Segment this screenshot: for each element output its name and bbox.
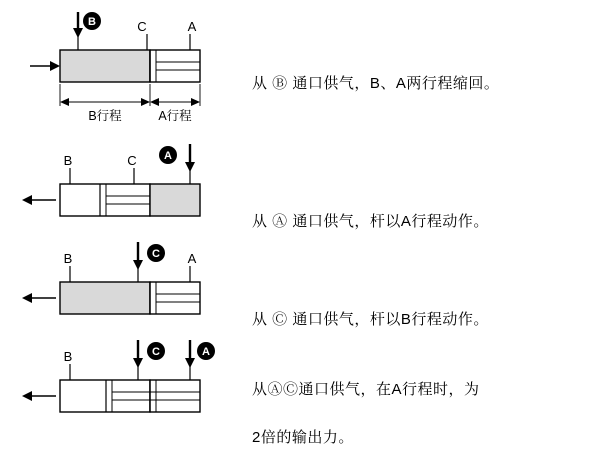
cylinder-diagram-4 [0,336,240,446]
port-label-C: C [137,19,147,34]
port-badge-label-A: A [164,150,172,162]
cylinder-body [60,50,150,82]
port-badge-label-B: B [88,16,96,28]
diagram-row-4 [0,336,600,446]
dimension-label-B: B行程 [88,109,122,123]
port-label-B: B [63,153,73,168]
cylinder-svg-4 [0,336,240,446]
caption-4-line-1: 从ⒶⒸ通口供气，在A行程时，为 [252,381,480,398]
cylinder-diagram-3 [0,238,240,328]
dimension-B-stroke [60,98,150,123]
port-badge-A [159,146,177,164]
caption-3-line-1: 从 Ⓒ 通口供气，杆以B行程动作。 [252,311,489,328]
cylinder-rod-chamber [150,282,200,314]
port-badge-C [147,342,165,360]
diagram-row-3 [0,238,600,328]
port-label-A: A [187,19,197,34]
port-badge-A [197,342,215,360]
cylinder-rod-chamber [150,184,200,216]
port-label-A: A [187,251,197,266]
diagram-row-2 [0,140,600,230]
cylinder-rod-chamber [150,50,200,82]
caption-1-line-1: 从 Ⓑ 通口供气，B、A两行程缩回。 [252,75,500,92]
motion-arrow-left [30,61,60,71]
port-label-B: B [63,251,73,266]
cylinder-svg-3 [0,238,240,328]
port-badge-C [147,244,165,262]
dimension-A-stroke [150,98,200,123]
diagram-row-1 [0,6,600,126]
supply-arrow-C [133,242,143,270]
caption-4 [252,354,480,474]
supply-arrow-B [73,12,83,38]
port-badge-label-A: A [202,346,210,358]
motion-arrow-left [22,195,56,205]
dimension-label-A: A行程 [158,109,192,123]
cylinder-body [60,380,150,412]
caption-2-line-1: 从 Ⓐ 通口供气，杆以A行程动作。 [252,213,489,230]
motion-arrow-left [22,293,56,303]
port-badge-label-C: C [152,346,160,358]
port-badge-B [83,12,101,30]
port-label-C: C [127,153,137,168]
cylinder-rod-chamber [150,380,200,412]
motion-arrow-left [22,391,56,401]
cylinder-diagram-2 [0,140,240,230]
caption-4-line-2: 2倍的输出力。 [252,429,354,446]
supply-arrow-A [185,144,195,172]
cylinder-diagram-1 [0,6,240,126]
port-badge-label-C: C [152,248,160,260]
supply-arrow-A [185,340,195,368]
cylinder-svg-2 [0,140,240,230]
cylinder-body [60,184,150,216]
cylinder-body [60,282,150,314]
supply-arrow-C [133,340,143,368]
cylinder-svg-1 [0,6,240,126]
caption-1 [252,48,499,120]
port-label-B: B [63,349,73,364]
